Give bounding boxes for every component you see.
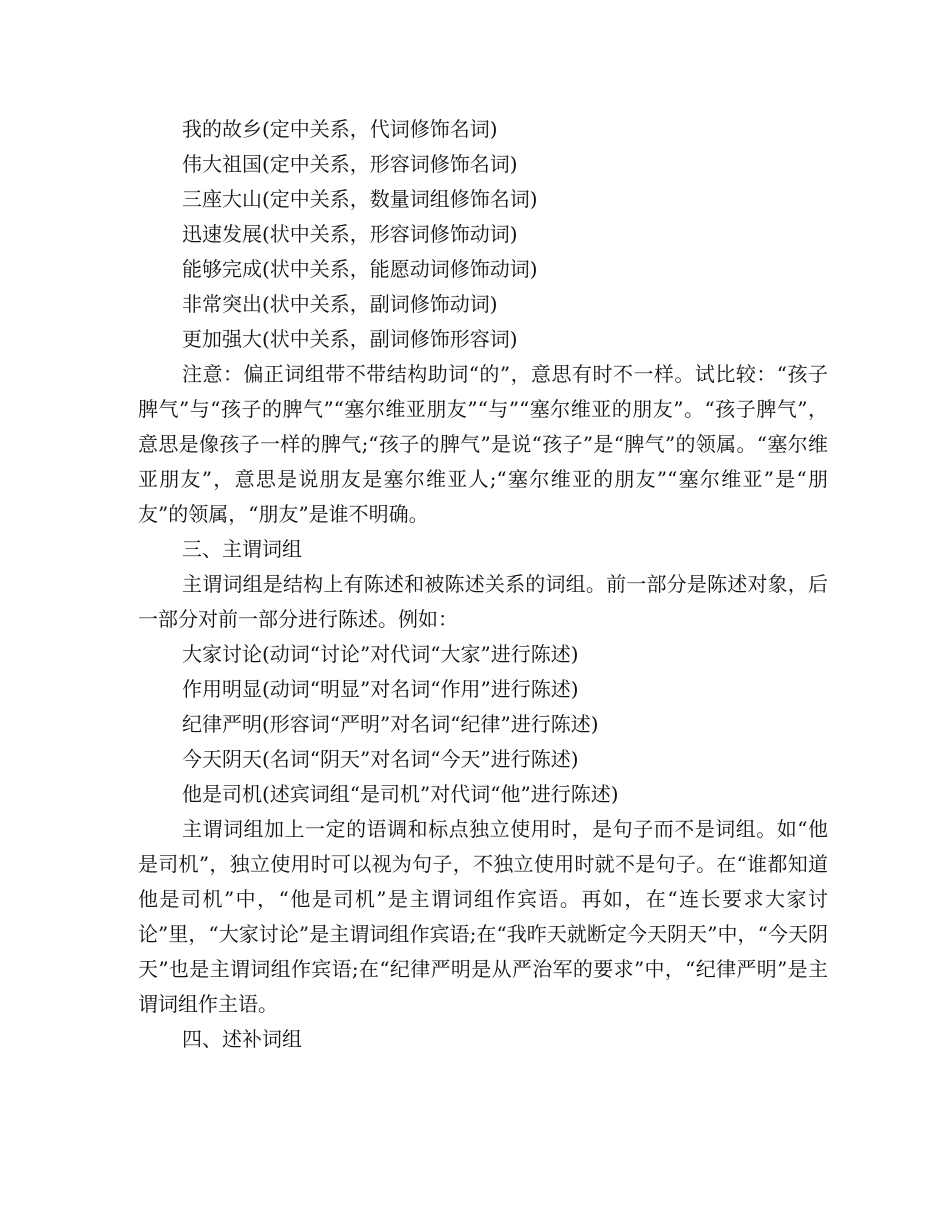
body-paragraph: 主谓词组加上一定的语调和标点独立使用时，是句子而不是词组。如“他是司机”，独立使用时可以视为句子，不独立使用时就不是句子。在“谁都知道他是司机”中，“他是司机”是主谓词组作宾语。再如，在“连长要求大家讨论”里，“大家讨论”是主谓词组作宾语;在“我昨天就断定今天阴天”中，“今天阴天”也是主谓词组作宾语;在“纪律严明是从严治军的要求”中，“纪律严明”是主谓词组作主语。 [138, 817, 828, 1016]
section-heading-4: 四、述补词组 [182, 1027, 302, 1051]
example-line: 今天阴天(名词“阴天”对名词“今天”进行陈述) [182, 747, 579, 771]
example-line: 非常突出(状中关系，副词修饰动词) [182, 292, 498, 316]
note-paragraph: 注意：偏正词组带不带结构助词“的”，意思有时不一样。试比较：“孩子脾气”与“孩子的脾气”“塞尔维亚朋友”“与”“塞尔维亚的朋友”。“孩子脾气”，意思是像孩子一样的脾气;“孩子的脾气”是说“孩子”是“脾气”的领属。“塞尔维亚朋友”，意思是说朋友是塞尔维亚人;“塞尔维亚的朋友”“塞尔维亚”是“朋友”的领属，“朋友”是谁不明确。 [138, 362, 828, 526]
example-line: 他是司机(述宾词组“是司机”对代词“他”进行陈述) [182, 782, 619, 806]
example-line: 大家讨论(动词“讨论”对代词“大家”进行陈述) [182, 642, 579, 666]
example-line: 更加强大(状中关系，副词修饰形容词) [182, 327, 518, 351]
section-intro-paragraph: 主谓词组是结构上有陈述和被陈述关系的词组。前一部分是陈述对象，后一部分对前一部分进行陈述。例如： [138, 572, 828, 631]
example-line: 纪律严明(形容词“严明”对名词“纪律”进行陈述) [182, 712, 599, 736]
example-line: 迅速发展(状中关系，形容词修饰动词) [182, 222, 518, 246]
example-line: 能够完成(状中关系，能愿动词修饰动词) [182, 257, 538, 281]
section-heading-3: 三、主谓词组 [182, 537, 302, 561]
example-line: 我的故乡(定中关系，代词修饰名词) [182, 117, 498, 141]
document-page [138, 112, 828, 1057]
example-line: 伟大祖国(定中关系，形容词修饰名词) [182, 152, 518, 176]
example-line: 三座大山(定中关系，数量词组修饰名词) [182, 187, 538, 211]
example-line: 作用明显(动词“明显”对名词“作用”进行陈述) [182, 677, 579, 701]
